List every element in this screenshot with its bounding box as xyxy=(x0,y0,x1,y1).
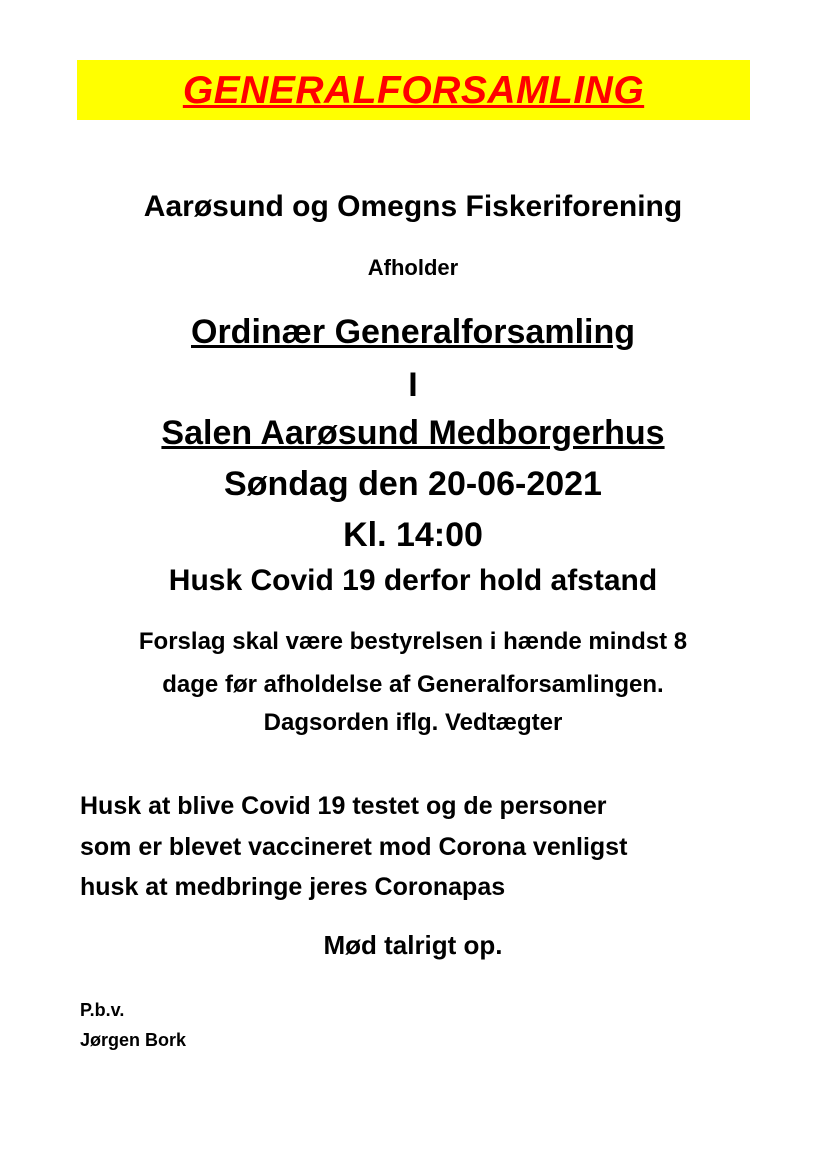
agenda-line: Dagsorden iflg. Vedtægter xyxy=(263,709,563,736)
closing-line: Mød talrigt op. xyxy=(323,930,503,960)
event-date: Søndag den 20-06-2021 xyxy=(224,465,602,503)
proposals-line-2: dage før afholdelse af Generalforsamlingen. xyxy=(162,671,664,698)
title-banner xyxy=(77,60,750,120)
event-time: Kl. 14:00 xyxy=(343,516,483,554)
event-connector: I xyxy=(408,366,418,404)
afholder-label: Afholder xyxy=(367,255,459,280)
reminder-line-1: Husk at blive Covid 19 testet og de personer xyxy=(80,792,607,820)
covid-distance-note: Husk Covid 19 derfor hold afstand xyxy=(168,564,658,597)
reminder-line-2: som er blevet vaccineret mod Corona venligst xyxy=(80,833,628,861)
page-title: GENERALFORSAMLING xyxy=(182,68,645,112)
reminder-line-3: husk at medbringe jeres Coronapas xyxy=(80,873,506,901)
signature-prefix: P.b.v. xyxy=(80,1000,125,1020)
event-type-heading: Ordinær Generalforsamling xyxy=(191,313,635,351)
organization-name: Aarøsund og Omegns Fiskeriforening xyxy=(143,190,683,223)
event-location: Salen Aarøsund Medborgerhus xyxy=(161,414,665,452)
proposals-line-1: Forslag skal være bestyrelsen i hænde mindst 8 xyxy=(138,628,688,655)
signature-name: Jørgen Bork xyxy=(80,1030,187,1050)
